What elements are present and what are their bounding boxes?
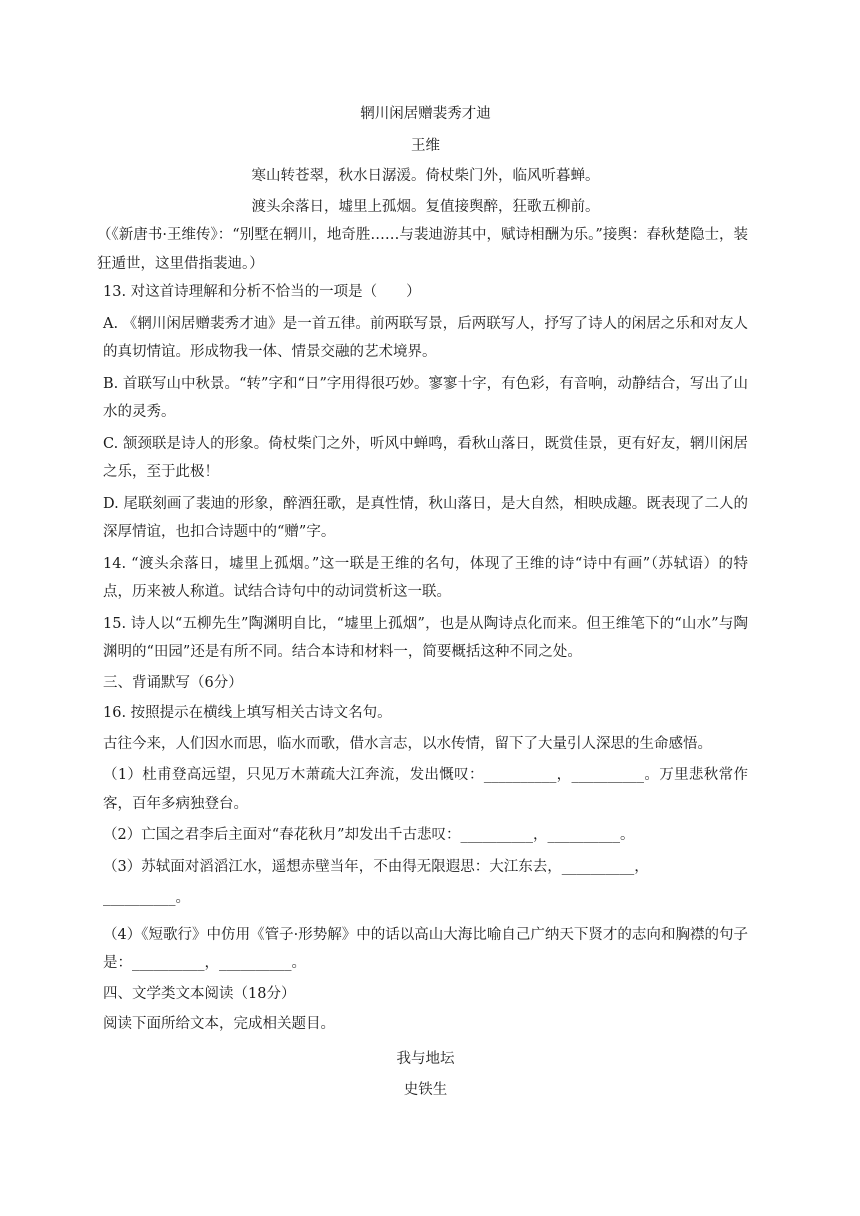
- q15: 15. 诗人以“五柳先生”陶渊明自比，“墟里上孤烟”，也是从陶诗点化而来。但王维笔下的“山水”与陶渊明的“田园”还是有所不同。结合本诗和材料一，简要概括这种不同之处。: [103, 615, 748, 660]
- q13-option-d: D. 尾联刻画了裴迪的形象，醉酒狂歌，是真性情，秋山落日，是大自然，相映成趣。既表现了二人的深厚情谊，也扣合诗题中的“赠”字。: [103, 495, 748, 540]
- q13-option-a: A. 《辋川闲居赠裴秀才迪》是一首五律。前两联写景，后两联写人，抒写了诗人的闲居之乐和对友人的真切情谊。形成物我一体、情景交融的艺术境界。: [103, 315, 748, 360]
- poem-line-2: 渡头余落日，墟里上孤烟。复值接舆醉，狂歌五柳前。: [251, 198, 600, 215]
- q13-stem: 13. 对这首诗理解和分析不恰当的一项是（ ）: [103, 284, 421, 300]
- q13-option-b: B. 首联写山中秋景。“转”字和“日”字用得很巧妙。寥寥十字，有色彩，有音响，动静结合，写出了山水的灵秀。: [103, 375, 748, 420]
- q14: 14. “渡头余落日，墟里上孤烟。”这一联是王维的名句，体现了王维的诗“诗中有画”（苏轼语）的特点，历来被人称道。试结合诗句中的动词赏析这一联。: [103, 555, 748, 600]
- section-3-heading: 三、背诵默写（6分）: [103, 674, 243, 691]
- q16-intro: 古往今来，人们因水而思，临水而歌，借水言志，以水传情，留下了大量引人深思的生命感悟。: [103, 735, 712, 752]
- q16-item-2: （2）亡国之君李后主面对“春花秋月”却发出千古悲叹：__________，__________。: [103, 827, 635, 843]
- poem-note: （《新唐书·王维传》：“别墅在辋川，地奇胜……与裴迪游其中，赋诗相酬为乐。”接舆：春秋楚隐士，装狂遁世，这里借指裴迪。）: [97, 227, 748, 272]
- q13-option-c: C. 颔颈联是诗人的形象。倚杖柴门之外，听风中蝉鸣，看秋山落日，既赏佳景，更有好友，辋川闲居之乐，至于此极！: [103, 435, 748, 480]
- essay-author: 史铁生: [403, 1082, 448, 1098]
- poem-line-1: 寒山转苍翠，秋水日潺湲。倚杖柴门外，临风听暮蝉。: [251, 168, 600, 184]
- reading-intro: 阅读下面所给文本，完成相关题目。: [103, 1016, 335, 1032]
- q16-item-1: （1）杜甫登高远望，只见万木萧疏大江奔流，发出慨叹：__________，__________。万里悲秋常作客，百年多病独登台。: [103, 767, 748, 812]
- q16-item-4: （4）《短歌行》中仿用《管子·形势解》中的话以高山大海比喻自己广纳天下贤才的志向和胸襟的句子是：__________，__________。: [103, 926, 748, 971]
- poem-title: 辋川闲居赠裴秀才迪: [360, 106, 491, 122]
- essay-title: 我与地坛: [396, 1050, 455, 1067]
- q16-item-3-blank: __________。: [103, 890, 190, 906]
- q16-stem: 16. 按照提示在横线上填写相关古诗文名句。: [103, 705, 392, 721]
- poem-author: 王维: [411, 137, 440, 154]
- section-4-heading: 四、文学类文本阅读（18分）: [103, 985, 296, 1002]
- q16-item-3: （3）苏轼面对滔滔江水，遥想赤壁当年，不由得无限遐思：大江东去，__________，: [103, 858, 649, 875]
